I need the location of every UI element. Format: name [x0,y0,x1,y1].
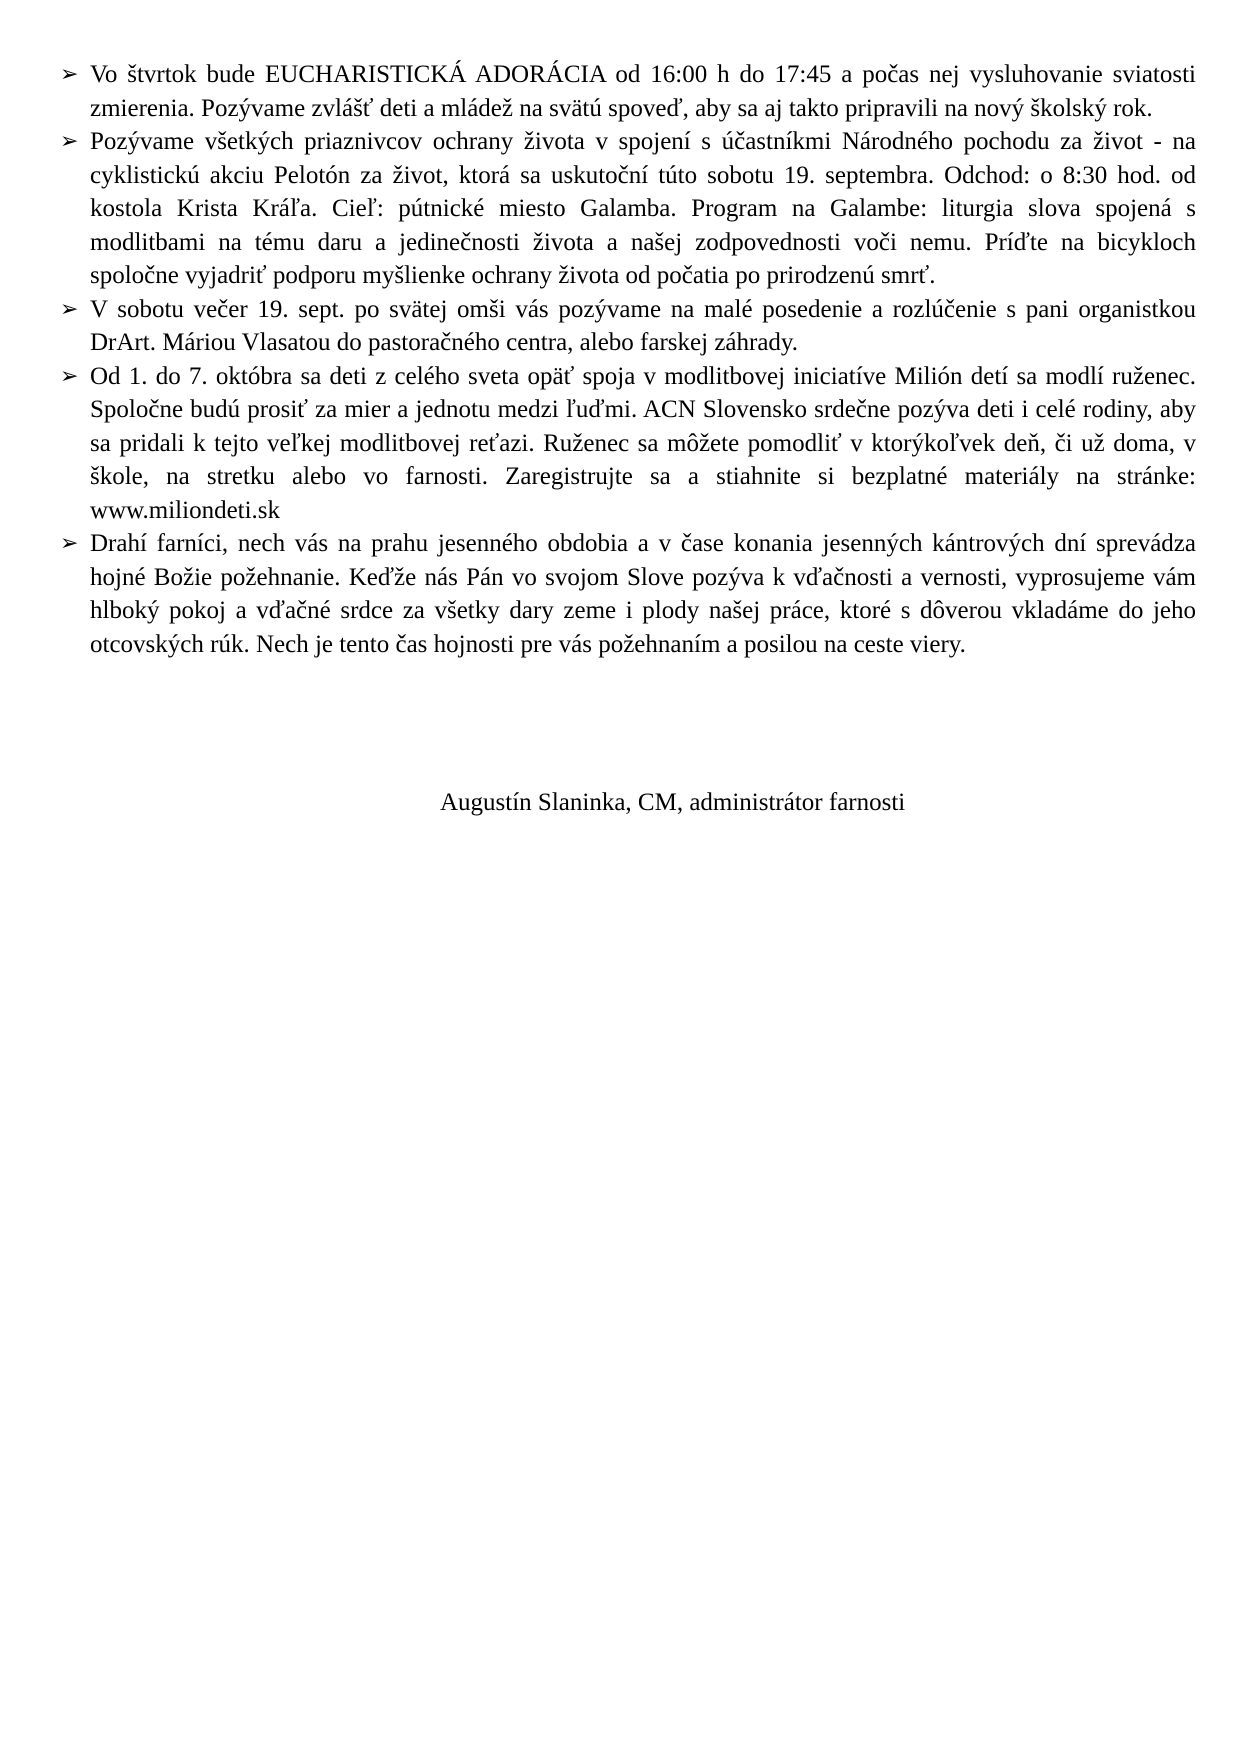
announcement-text: Pozývame všetkých priaznivcov ochrany života v spojení s účastníkmi Národného pochodu za život - na cyklistickú akciu Pelotón za život, ktorá sa uskutoční túto sobotu 19. septembra. Odchod: o 8:30 hod. od kostola Krista Kráľa. Cieľ: pútnické miesto Galamba. Program na Galambe: liturgia slova spojená s modlitbami na tému daru a jedinečnosti života a našej zodpovednosti voči nemu. Príďte na bicykloch spoločne vyjadriť podporu myšlienke ochrany života od počatia po prirodzenú smrť. [90,128,1196,289]
arrow-bullet-icon: ➢ [60,129,79,154]
announcement-peloton [60,125,1196,293]
signature: Augustín Slaninka, CM, administrátor farnosti [440,789,906,816]
announcement-blessing [60,527,1196,661]
announcement-text: Drahí farníci, nech vás na prahu jesenného obdobia a v čase konania jesenných kántrových dní sprevádza hojné Božie požehnanie. Keďže nás Pán vo svojom Slove pozýva k vďačnosti a vernosti, vyprosujeme vám hlboký pokoj a vďačné srdce za všetky dary zeme i plody našej práce, ktoré s dôverou vkladáme do jeho otcovských rúk. Nech je tento čas hojnosti pre vás požehnaním a posilou na ceste viery. [90,530,1196,658]
announcement-text: Vo štvrtok bude EUCHARISTICKÁ ADORÁCIA od 16:00 h do 17:45 a počas nej vysluhovanie sviatosti zmierenia. Pozývame zvlášť deti a mládež na svätú spoveď, aby sa aj takto pripravili na nový školský rok. [90,61,1196,122]
announcement-text: Od 1. do 7. októbra sa deti z celého sveta opäť spoja v modlitbovej iniciatíve Milión detí sa modlí ruženec. Spoločne budú prosiť za mier a jednotu medzi ľuďmi. ACN Slovensko srdečne pozýva deti i celé rodiny, aby sa pridali k tejto veľkej modlitbovej reťazi. Ruženec sa môžete pomodliť v ktorýkoľvek deň, či už doma, v škole, na stretku alebo vo farnosti. Zaregistrujte sa a stiahnite si bezplatné materiály na stránke: www.miliondeti.sk [90,362,1196,524]
announcement-rosary [60,360,1196,528]
announcement-adoration [60,58,1196,125]
arrow-bullet-icon: ➢ [60,62,79,87]
arrow-bullet-icon: ➢ [60,363,79,389]
announcement-farewell [60,293,1196,360]
announcement-text: V sobotu večer 19. sept. po svätej omši vás pozývame na malé posedenie a rozlúčenie s pani organistkou DrArt. Máriou Vlasatou do pastoračného centra, alebo farskej záhrady. [90,295,1196,356]
announcement-list [60,58,1196,661]
arrow-bullet-icon: ➢ [60,531,79,556]
arrow-bullet-icon: ➢ [60,296,79,322]
